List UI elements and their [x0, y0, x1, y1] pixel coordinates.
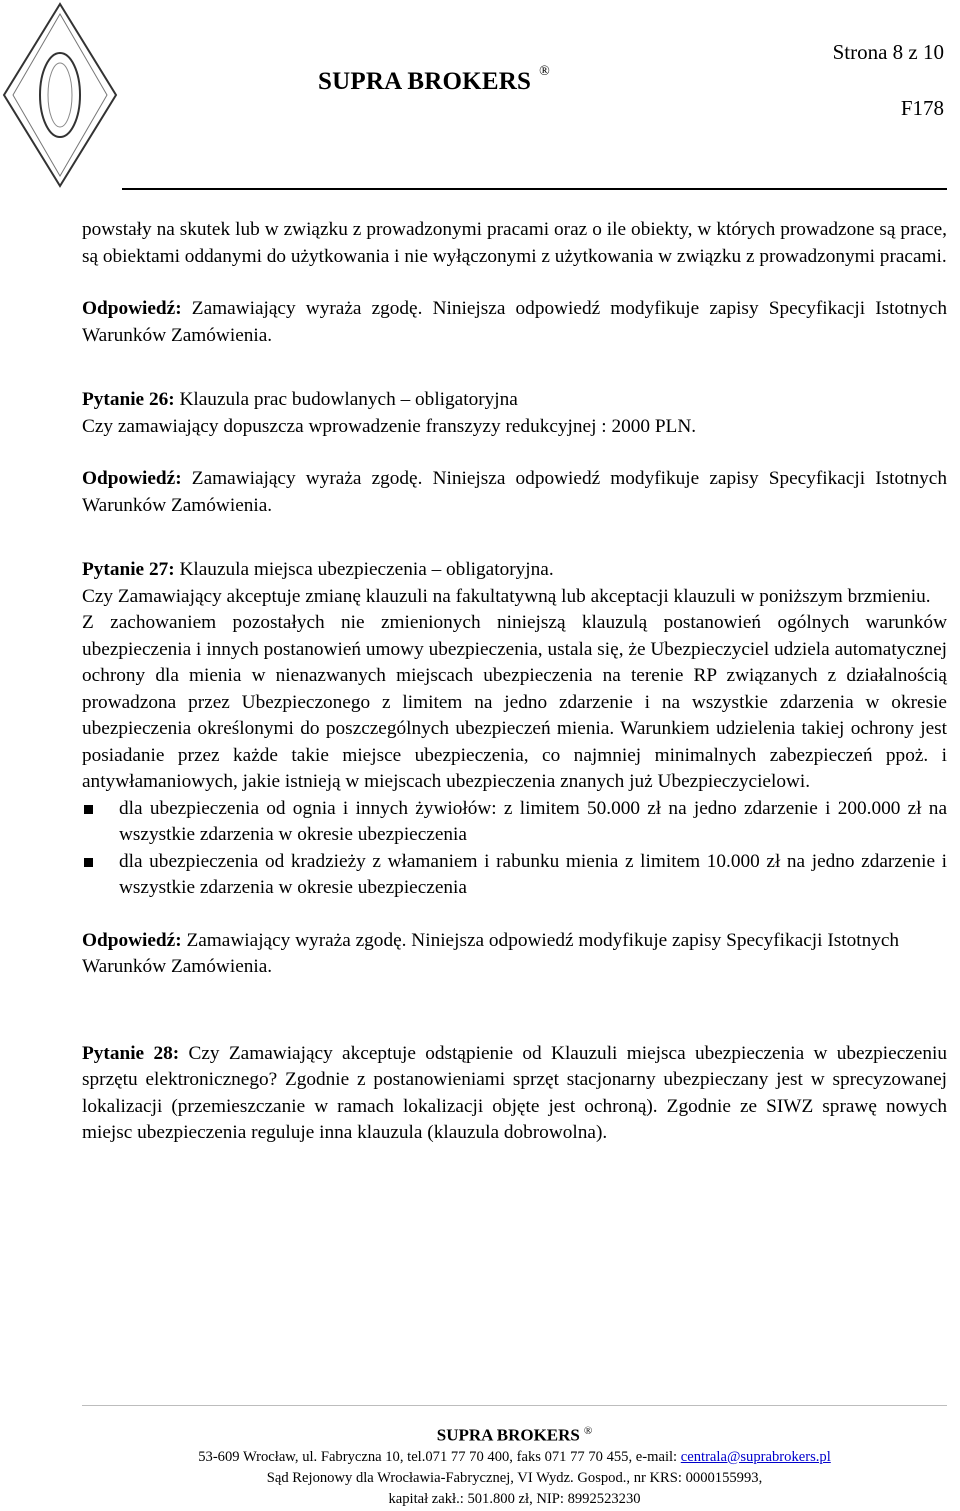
footer-email-link[interactable]: centrala@suprabrokers.pl — [680, 1448, 831, 1465]
list-item — [82, 849, 947, 902]
clause-paragraph: Z zachowaniem pozostałych nie zmienionych niniejszą klauzulą postanowień ogólnych warunków ubezpieczenia i innych postanowień umowy ubezpieczenia, ustala się, że Ubezpieczyciel udziela automatycznej ochrony dla mienia w nienazwanych miejscach ubezpieczenia na terenie RP związanych z działalnością prowadzona przez Ubezpieczonego z limitem na jedno zdarzenie i na wszystkie zdarzenia w okresie ubezpieczenia określonymi do poszczególnych ubezpieczeń mienia. Warunkiem udzielenia takiej ochrony jest posiadanie przez każde takie miejsce ubezpieczenia, co najmniej minimalnych zabezpieczeń ppoż. i antywłamaniowych, jakie istnieją w miejscach ubezpieczenia znanych już Ubezpieczycielowi. — [82, 612, 947, 792]
question-label: Pytanie 26: — [82, 389, 175, 410]
question-26-heading — [82, 387, 947, 414]
answer-text: Zamawiający wyraża zgodę. Niniejsza odpowiedź modyfikuje zapisy Specyfikacji Istotnych Warunków Zamówienia. — [82, 929, 900, 977]
question-label: Pytanie 27: — [82, 559, 175, 580]
question-text: Czy Zamawiający akceptuje odstąpienie od Klauzuli miejsca ubezpieczenia w ubezpieczeniu sprzętu elektronicznego? Zgodnie z postanowieniami sprzęt stacjonarny ubezpieczany jest w sprecyzowanej lokalizacji (przemieszczanie w ramach lokalizacji objęte jest ochroną). Zgodnie ze SIWZ sprawę nowych miejsc ubezpieczenia reguluje inna klauzula (klauzula dobrowolna). — [82, 1042, 948, 1143]
intro-paragraph: powstały na skutek lub w związku z prowadzonymi pracami oraz o ile obiekty, w których prowadzone są prace, są obiektami oddanymi do użytkowania i nie wyłączonymi z użytkowania w związku z prowadzonymi pracami. — [82, 219, 947, 267]
footer — [82, 1420, 947, 1510]
square-bullet-icon — [84, 805, 93, 814]
question-label: Pytanie 28: — [82, 1042, 180, 1064]
page-number: Strona 8 z 10 — [832, 40, 944, 64]
registered-mark: ® — [583, 1425, 593, 1437]
document-code: F178 — [900, 96, 944, 120]
answer-label: Odpowiedź: — [82, 468, 182, 489]
footer-capital-info: kapitał zakł.: 501.800 zł, NIP: 8992523230 — [388, 1490, 641, 1507]
answer-label: Odpowiedź: — [82, 929, 182, 951]
question-27-text: Czy Zamawiający akceptuje zmianę klauzuli na fakultatywną lub akceptacji klauzuli w poniższym brzmieniu. — [82, 585, 931, 607]
footer-court-info: Sąd Rejonowy dla Wrocławia-Fabrycznej, VI Wydz. Gospod., nr KRS: 0000155993, — [266, 1469, 763, 1486]
header-divider — [122, 188, 947, 190]
answer-label: Odpowiedź: — [82, 298, 182, 319]
company-logo — [0, 0, 120, 190]
answer-text: Zamawiający wyraża zgodę. Niniejsza odpowiedź modyfikuje zapisy Specyfikacji Istotnych Warunków Zamówienia. — [82, 468, 947, 516]
question-title: Klauzula miejsca ubezpieczenia – obligatoryjna. — [174, 559, 554, 580]
square-bullet-icon — [84, 858, 93, 867]
question-title: Klauzula prac budowlanych – obligatoryjna — [174, 389, 518, 410]
registered-mark: ® — [539, 64, 550, 79]
footer-address — [82, 1447, 947, 1468]
list-item-text: dla ubezpieczenia od kradzieży z włamaniem i rabunku mienia z limitem 10.000 zł na jedno zdarzenie i wszystkie zdarzenia w okresie ubezpieczenia — [119, 850, 947, 898]
header-brand — [318, 64, 550, 96]
list-item — [82, 796, 947, 849]
answer-paragraph — [82, 466, 947, 519]
answer-paragraph — [82, 296, 947, 349]
footer-brand — [82, 1420, 947, 1447]
answer-paragraph — [82, 928, 947, 981]
question-26-text: Czy zamawiający dopuszcza wprowadzenie franszyzy redukcyjnej : 2000 PLN. — [82, 415, 697, 437]
list-item-text: dla ubezpieczenia od ognia i innych żywiołów: z limitem 50.000 zł na jedno zdarzenie i 200.000 zł na wszystkie zdarzenia w okresie ubezpieczenia — [119, 797, 947, 845]
document-body — [82, 217, 947, 1147]
footer-divider — [82, 1405, 947, 1406]
footer-address-text: 53-609 Wrocław, ul. Fabryczna 10, tel.071 77 70 400, faks 071 77 70 455, e-mail: — [198, 1448, 681, 1465]
footer-brand-name: SUPRA BROKERS — [436, 1425, 580, 1445]
header-brand-name: SUPRA BROKERS — [318, 68, 532, 95]
question-28-paragraph — [82, 1041, 947, 1147]
question-27-heading — [82, 557, 947, 584]
answer-text: Zamawiający wyraża zgodę. Niniejsza odpowiedź modyfikuje zapisy Specyfikacji Istotnych Warunków Zamówienia. — [82, 298, 947, 346]
